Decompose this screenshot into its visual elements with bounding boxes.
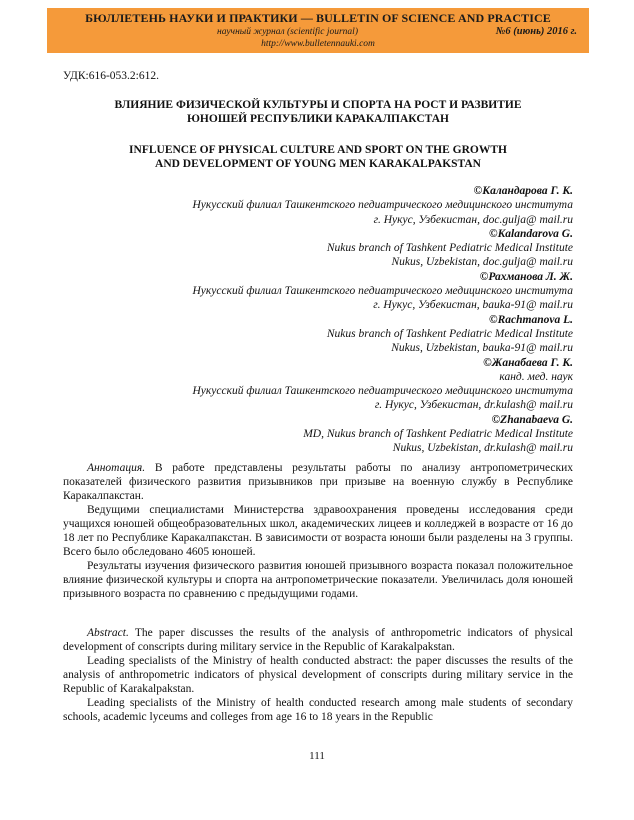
author-name: ©Рахманова Л. Ж. xyxy=(479,270,573,283)
issue-number: №6 (июнь) 2016 г. xyxy=(495,26,577,37)
abstract-label: Abstract. xyxy=(87,627,129,639)
abstract-paragraph: Abstract. The paper discusses the results of the analysis of anthropometric indicators of physical development of conscripts during military service in the Republic of Karakalpakstan. xyxy=(63,627,573,653)
annotation-paragraph: Ведущими специалистами Министерства здравоохранения проведены исследования среди учащихся юношей общеобразовательных школ, академических лицеев и колледжей в возрасте от 16 до 18 лет по Республике Каракалпакстан. В зависимости от возраста юноши были разделены на 3 группы. Всего было обследовано 4605 юношей. xyxy=(63,504,573,558)
annotation-paragraph: Аннотация. В работе представлены результаты работы по анализу антропометрических показателей физического развития призывников при призыве на военную службу в Республике Каракалпакстан. xyxy=(63,462,574,502)
title-en: INFLUENCE OF PHYSICAL CULTURE AND SPORT ON THE GROWTH AND DEVELOPMENT OF YOUNG MEN KARAKALPAKSTAN xyxy=(129,144,507,170)
abstract-paragraph: Leading specialists of the Ministry of health conducted abstract: the paper discusses the results of the analysis of anthropometric indicators of physical development of conscripts during military service in the Republic of Karakalpakstan. xyxy=(63,655,573,695)
author-name: ©Kalandarova G. xyxy=(489,227,573,240)
page-number: 111 xyxy=(309,750,325,762)
title-ru: ВЛИЯНИЕ ФИЗИЧЕСКОЙ КУЛЬТУРЫ И СПОРТА НА РОСТ И РАЗВИТИЕ ЮНОШЕЙ РЕСПУБЛИКИ КАРАКАЛПАКСТАН xyxy=(114,99,522,125)
author-name: ©Rachmanova L. xyxy=(489,313,573,326)
journal-header xyxy=(47,8,589,53)
authors-block: ©Каландарова Г. К. Нукусский филиал Ташкентского педиатрического медицинского института г. Нукус, Узбекистан, doc.gulja@ mail.ru ©Kalandarova G. Nukus branch of Tashkent Pediatric Medical Institute Nukus, Uzbekistan, doc.gulja@ mail.ru ©Рахманова Л. Ж. Нукусский филиал Ташкентского педиатрического медицинского института г. Нукус, Узбекистан, bauka-91@ mail.ru ©Rachmanova L. Nukus branch of Tashkent Pediatric Medical Institute Nukus, Uzbekistan, bauka-91@ mail.ru ©Жанабаева Г. К. канд. мед. наук Нукусский филиал Ташкентского педиатрического медицинского института г. Нукус, Узбекистан, dr.kulash@ mail.ru ©Zhanabaeva G. MD, Nukus branch of Tashkent Pediatric Medical Institute Nukus, Uzbekistan, dr.kulash@ mail.ru xyxy=(63,184,573,456)
abstract-paragraph: Leading specialists of the Ministry of health conducted research among male students of secondary schools, academic lyceums and colleges from age 16 to 18 years in the Republic xyxy=(63,697,573,723)
author-name: ©Жанабаева Г. К. xyxy=(483,356,573,369)
author-name: ©Zhanabaeva G. xyxy=(491,413,573,426)
journal-title: БЮЛЛЕТЕНЬ НАУКИ И ПРАКТИКИ — BULLETIN OF SCIENCE AND PRACTICE xyxy=(85,11,551,25)
annotation-paragraph: Результаты изучения физического развития юношей призывного возраста показал положительное влияние физической культуры и спорта на антропометрические показатели. Увеличилась доля юношей призывного возраста по сравнению с предыдущими годами. xyxy=(63,560,573,600)
journal-subtitle: научный журнал (scientific journal) xyxy=(217,27,358,37)
abstract-en xyxy=(63,626,573,724)
journal-url[interactable]: http://www.bulletennauki.com xyxy=(261,39,375,49)
annotation-ru xyxy=(63,461,573,601)
annotation-label: Аннотация. xyxy=(87,462,146,474)
udc-code: УДК:616-053.2:612. xyxy=(63,70,159,82)
author-name: ©Каландарова Г. К. xyxy=(473,185,573,197)
